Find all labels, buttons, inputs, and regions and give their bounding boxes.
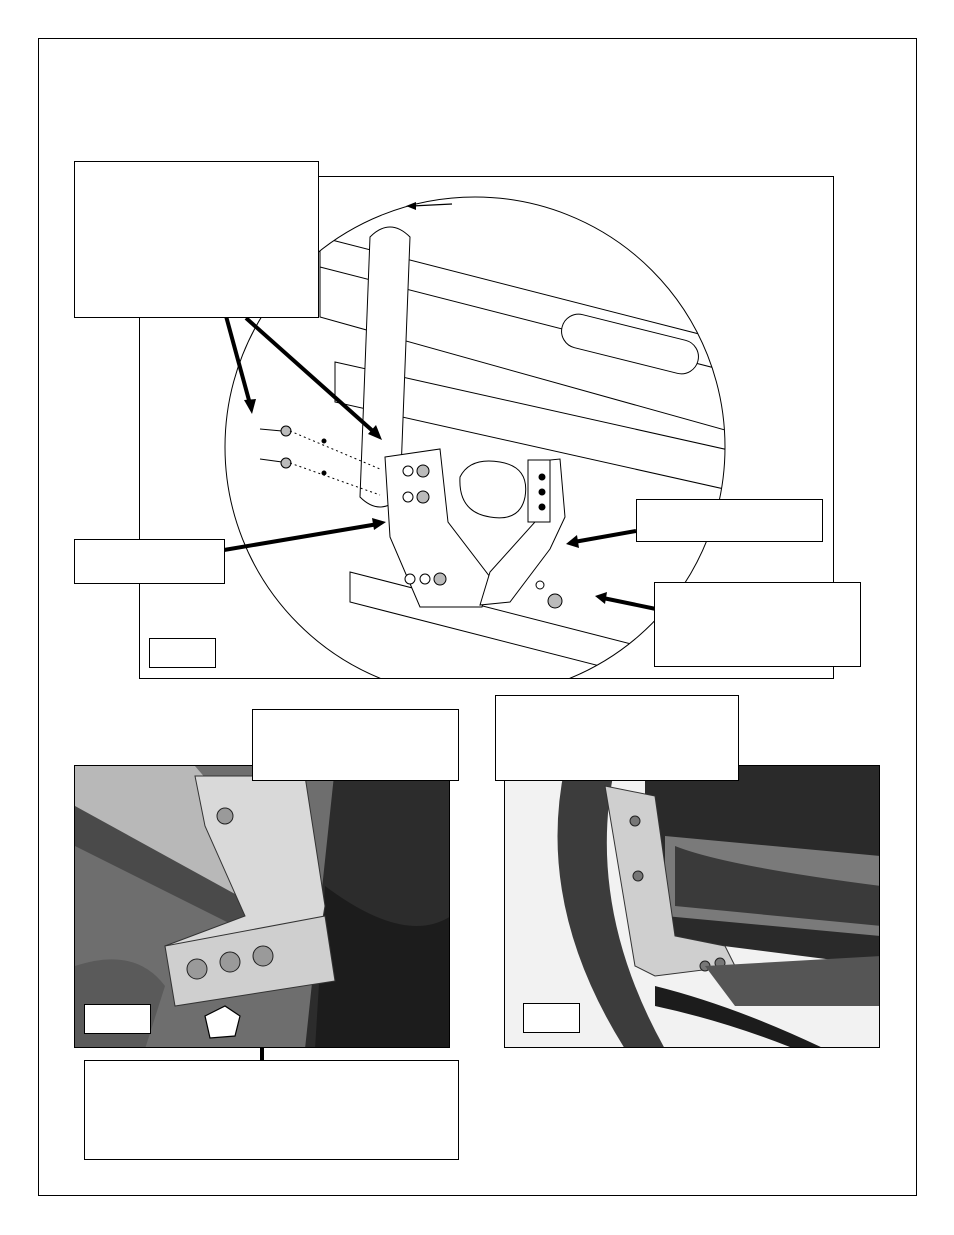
callout-hardware: [74, 161, 319, 318]
photo-left: [74, 765, 450, 1048]
callout-bracket-right: [636, 499, 823, 542]
figure-label-photo-left: [84, 1004, 151, 1034]
photo-right: [504, 765, 880, 1048]
callout-nut: [654, 582, 861, 667]
callout-photo-left-bottom: [84, 1060, 459, 1160]
figure-label-diagram: [149, 638, 216, 668]
figure-label-photo-right: [523, 1003, 580, 1033]
callout-photo-right-top: [495, 695, 739, 781]
callout-bracket-left: [74, 539, 225, 584]
callout-photo-left-top: [252, 709, 459, 781]
